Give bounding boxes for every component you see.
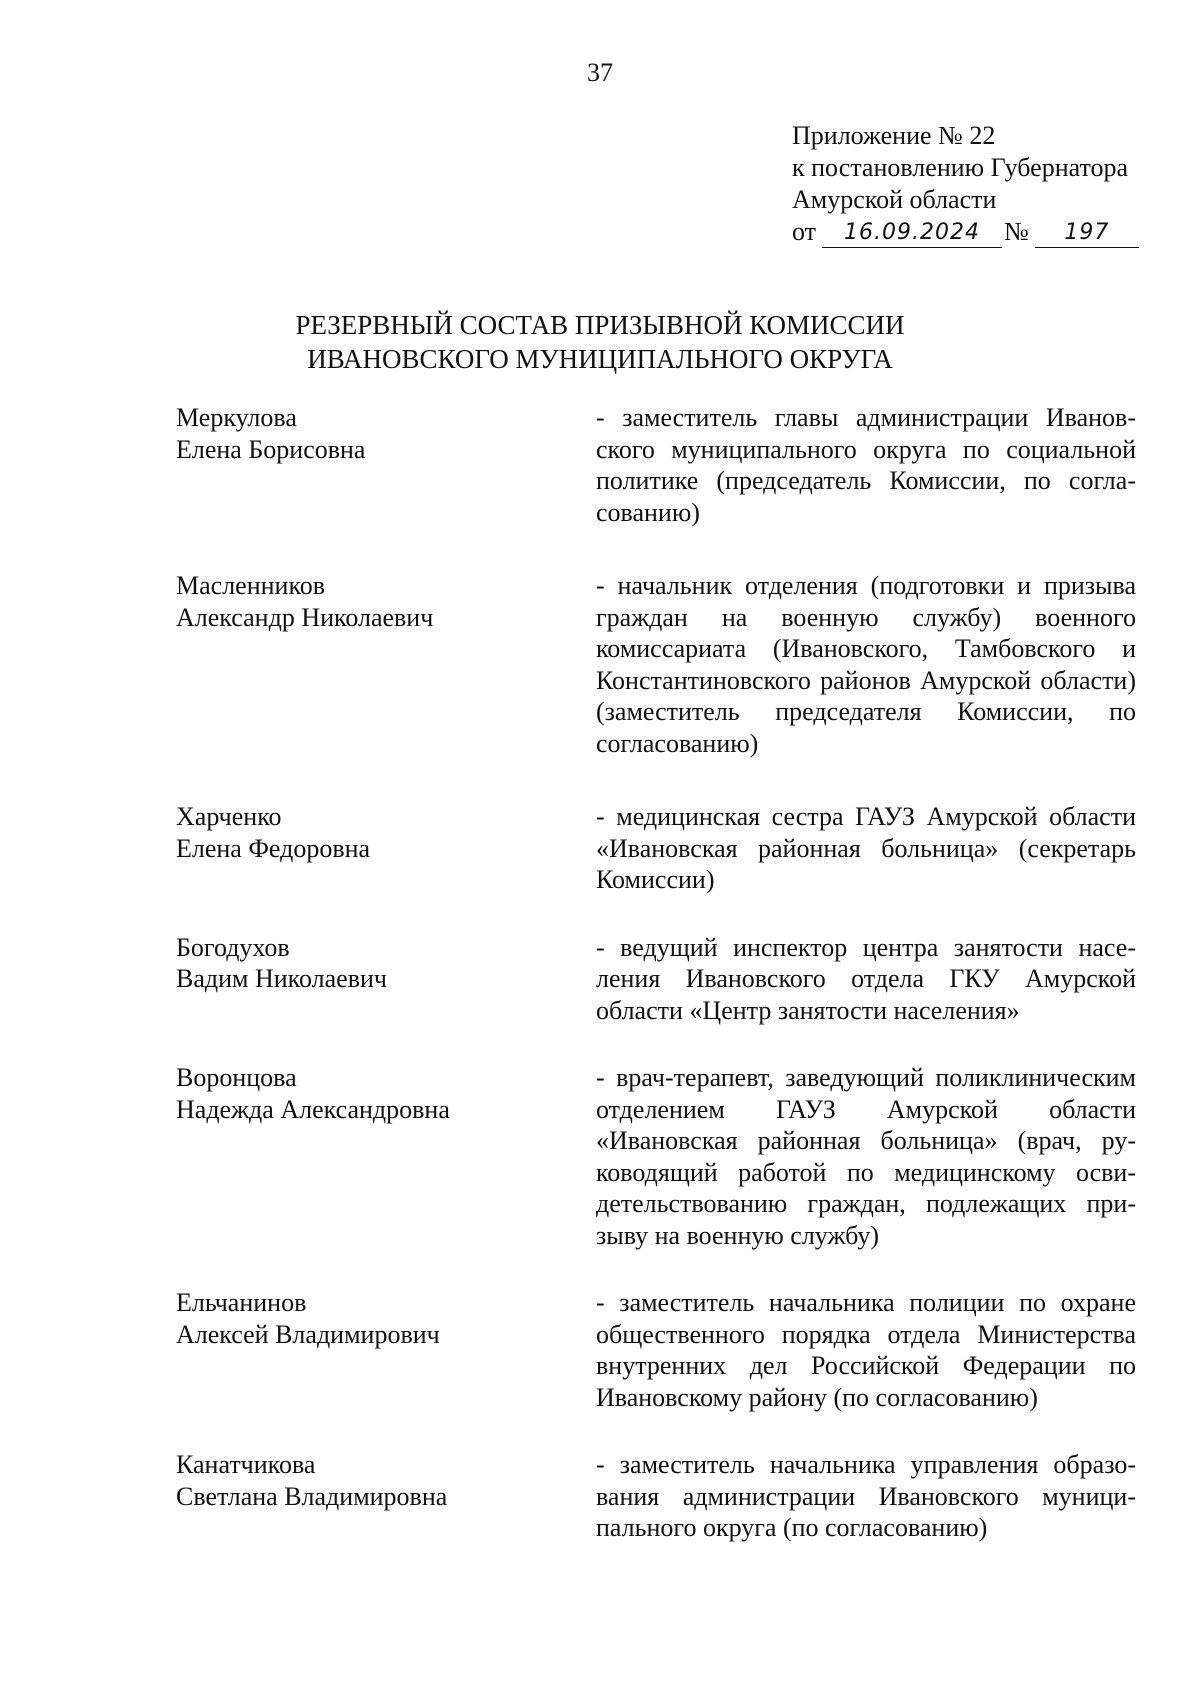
- appendix-region: Амурской области: [792, 185, 997, 214]
- member-role: - заместитель начальника управления образования администрации Ивановского муниципального округа (по согласованию): [596, 1450, 1136, 1542]
- member-entry: [176, 1449, 1136, 1544]
- member-name: [176, 402, 596, 528]
- member-role: - заместитель главы администрации Ивановского муниципального округа по социальной политике (председатель Комиссии, по согласованию): [596, 403, 1136, 527]
- handwritten-date: 16.09.2024: [822, 219, 1002, 248]
- member-given-names: Елена Борисовна: [176, 434, 366, 464]
- handwritten-number: 197: [1035, 219, 1139, 248]
- document-title: [0, 308, 1200, 376]
- member-name: [176, 932, 596, 1027]
- member-entry: [176, 801, 1136, 896]
- date-prefix: от: [792, 217, 817, 246]
- member-name: [176, 1449, 596, 1544]
- member-role: - врач-терапевт, заведующий поликлиническим отделением ГАУЗ Амурской области «Ивановская районная больница» (врач, руководящий работой по медицинскому освидетельствованию граждан, подлежащих призыву на военную службу): [596, 1063, 1136, 1250]
- member-entry: [176, 1287, 1136, 1413]
- member-surname: Воронцова: [176, 1063, 297, 1092]
- appendix-date-line: [792, 216, 1172, 248]
- appendix-title: Приложение № 22: [792, 121, 996, 150]
- appendix-header: [792, 120, 1172, 248]
- member-given-names: Светлана Владимировна: [176, 1481, 448, 1511]
- appendix-reference: к постановлению Губернатора: [792, 153, 1129, 182]
- member-role: - начальник отделения (подготовки и призыва граждан на военную службу) военного комиссариата (Ивановского, Тамбовского и Константиновского районов Амурской области) (заместитель председателя Комиссии, по согласованию): [596, 571, 1136, 758]
- member-given-names: Алексей Владимирович: [176, 1319, 440, 1349]
- member-surname: Канатчикова: [176, 1450, 316, 1479]
- member-surname: Меркулова: [176, 403, 297, 432]
- member-entry: [176, 402, 1136, 528]
- member-surname: Богодухов: [176, 932, 290, 962]
- page-number: 37: [587, 58, 613, 87]
- member-given-names: Елена Федоровна: [176, 833, 371, 863]
- member-role: - заместитель начальника полиции по охране общественного порядка отдела Министерства внутренних дел Российской Федерации по Ивановскому району (по согласованию): [596, 1288, 1136, 1412]
- commission-roster: [176, 402, 1136, 1582]
- member-entry: [176, 932, 1136, 1027]
- member-name: [176, 570, 596, 759]
- member-name: [176, 1287, 596, 1413]
- member-entry: [176, 1062, 1136, 1251]
- member-role: - медицинская сестра ГАУЗ Амурской области «Ивановская районная больница» (секретарь Комиссии): [596, 802, 1136, 894]
- member-entry: [176, 570, 1136, 759]
- number-sign: №: [1004, 217, 1029, 246]
- member-surname: Ельчанинов: [176, 1288, 307, 1317]
- member-role: - ведущий инспектор центра занятости населения Ивановского отдела ГКУ Амурской области «Центр занятости населения»: [596, 932, 1136, 1025]
- member-name: [176, 1062, 596, 1251]
- title-line-1: РЕЗЕРВНЫЙ СОСТАВ ПРИЗЫВНОЙ КОМИССИИ: [295, 310, 905, 340]
- member-surname: Харченко: [176, 802, 282, 831]
- member-given-names: Надежда Александровна: [176, 1094, 450, 1124]
- member-surname: Масленников: [176, 571, 326, 600]
- title-line-2: ИВАНОВСКОГО МУНИЦИПАЛЬНОГО ОКРУГА: [307, 344, 893, 374]
- member-name: [176, 801, 596, 896]
- member-given-names: Вадим Николаевич: [176, 964, 387, 993]
- member-given-names: Александр Николаевич: [176, 602, 434, 632]
